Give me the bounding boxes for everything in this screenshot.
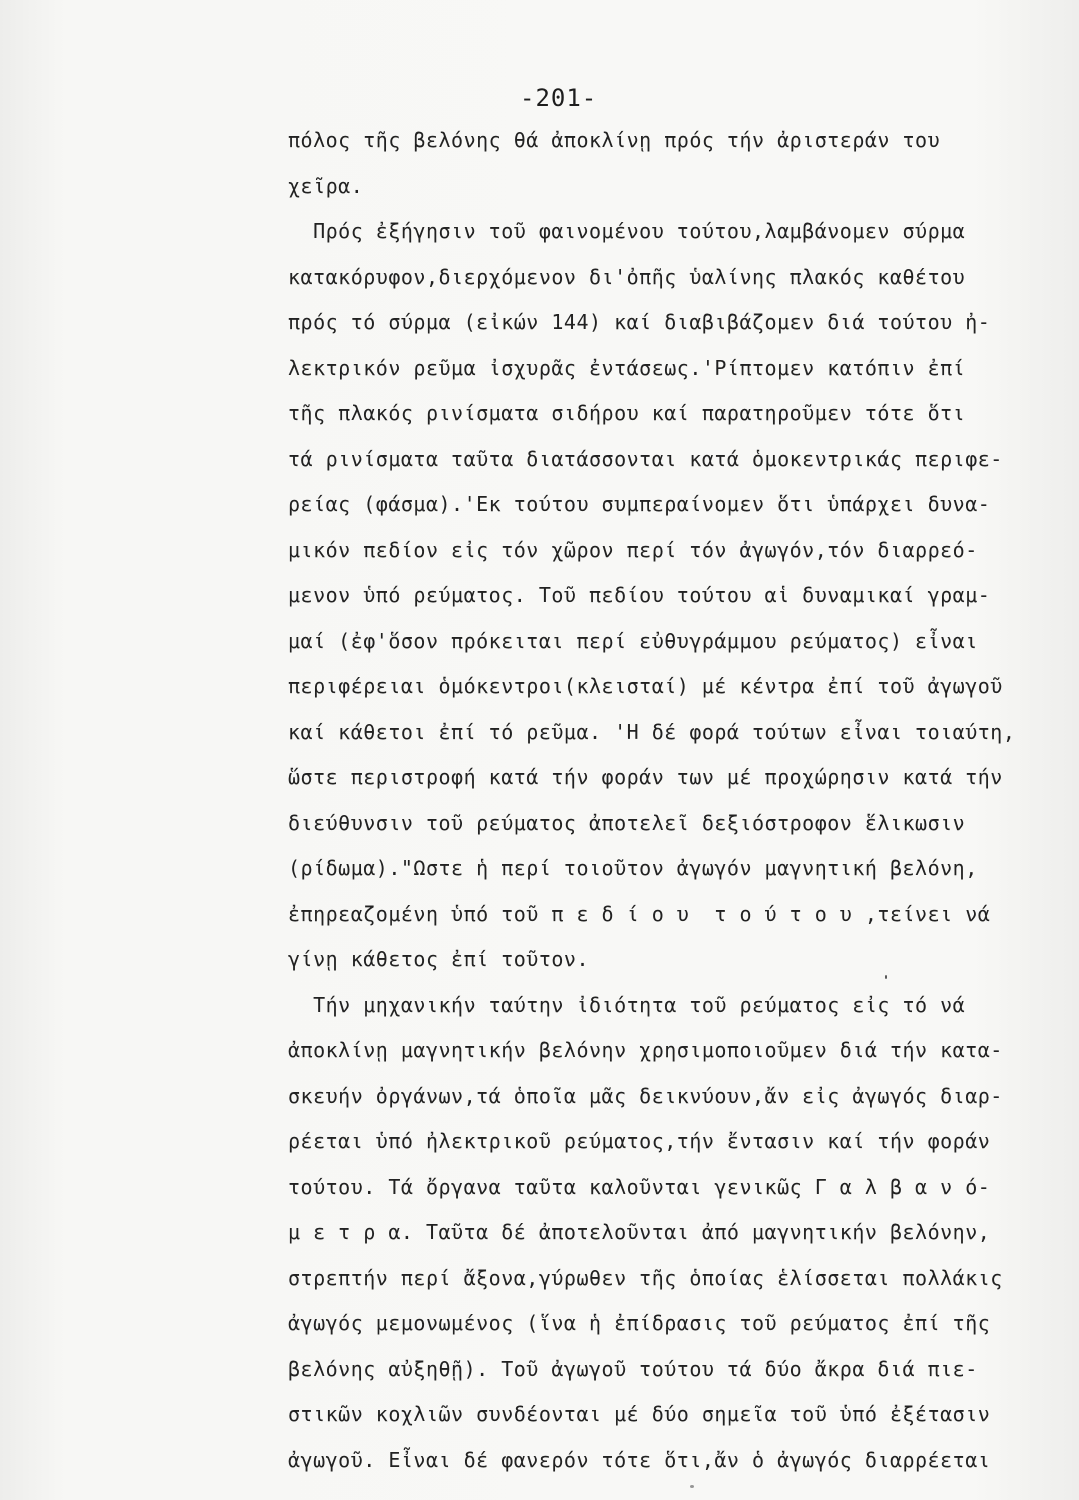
text-line: πόλος τῆς βελόνης θά ἀποκλίνῃ πρός τήν ἀριστεράν του xyxy=(288,128,941,152)
text-line: διεύθυνσιν τοῦ ρεύματος ἀποτελεῖ δεξιόστροφον ἕλικωσιν xyxy=(288,810,966,835)
text-line: ὥστε περιστροφή κατά τήν φοράν των μέ προχώρησιν κατά τήν xyxy=(288,765,1003,789)
paper-speck xyxy=(885,975,887,979)
text-line: ἐπηρεαζομένη ὑπό τοῦ π ε δ ί ο υ τ ο ύ τ ο υ ,τείνει νά xyxy=(288,901,991,926)
text-line: μ ε τ ρ α. Ταῦτα δέ ἀποτελοῦνται ἀπό μαγνητικήν βελόνην, xyxy=(288,1220,991,1244)
text-line: πρός τό σύρμα (εἰκών 144) καί διαβιβάζομεν διά τούτου ἠ- xyxy=(288,310,991,334)
text-line: περιφέρειαι ὁμόκεντροι(κλεισταί) μέ κέντρα ἐπί τοῦ ἀγωγοῦ xyxy=(288,674,1003,698)
text-line: βελόνης αὐξηθῇ). Τοῦ ἀγωγοῦ τούτου τά δύο ἄκρα διά πιε- xyxy=(288,1356,978,1381)
text-line: μαί (ἐφ'ὅσον πρόκειται περί εὐθυγράμμου ρεύματος) εἶναι xyxy=(288,628,978,653)
text-line: (ρίδωμα)."Ωστε ἡ περί τοιοῦτον ἀγωγόν μαγνητική βελόνη, xyxy=(288,856,978,880)
text-line: ρέεται ὑπό ἠλεκτρικοῦ ρεύματος,τήν ἔντασιν καί τήν φοράν xyxy=(288,1129,991,1153)
text-line: ἀγωγοῦ. Εἶναι δέ φανερόν τότε ὅτι,ἄν ὁ ἀγωγός διαρρέεται xyxy=(288,1447,991,1472)
page-number: -201- xyxy=(520,84,598,112)
text-line: ἀποκλίνῃ μαγνητικήν βελόνην χρησιμοποιοῦμεν διά τήν κατα- xyxy=(288,1038,1003,1062)
body-text xyxy=(288,118,1048,1483)
text-line: τούτου. Τά ὄργανα ταῦτα καλοῦνται γενικῶς Γ α λ β α ν ό- xyxy=(288,1174,991,1199)
text-line: μενον ὑπό ρεύματος. Τοῦ πεδίου τούτου αἱ δυναμικαί γραμ- xyxy=(288,583,991,607)
text-line: γίνῃ κάθετος ἐπί τοῦτον. xyxy=(288,947,589,971)
text-line: ρείας (φάσμα).'Εκ τούτου συμπεραίνομεν ὅτι ὑπάρχει δυνα- xyxy=(288,492,991,516)
text-line: μικόν πεδίον εἰς τόν χῶρον περί τόν ἀγωγόν,τόν διαρρεό- xyxy=(288,537,978,562)
text-line: Τήν μηχανικήν ταύτην ἰδιότητα τοῦ ρεύματος εἰς τό νά xyxy=(288,992,966,1017)
text-line: λεκτρικόν ρεῦμα ἰσχυρᾶς ἐντάσεως.'Ρίπτομεν κατόπιν ἐπί xyxy=(288,355,966,380)
text-line: χεῖρα. xyxy=(288,173,364,198)
text-line: τά ρινίσματα ταῦτα διατάσσονται κατά ὁμοκεντρικάς περιφε- xyxy=(288,446,1003,471)
text-line: στικῶν κοχλιῶν συνδέονται μέ δύο σημεῖα τοῦ ὑπό ἐξέτασιν xyxy=(288,1402,991,1426)
text-line: κατακόρυφον,διερχόμενον δι'ὀπῆς ὑαλίνης πλακός καθέτου xyxy=(288,264,966,289)
text-line: ἀγωγός μεμονωμένος (ἵνα ἡ ἐπίδρασις τοῦ ρεύματος ἐπί τῆς xyxy=(288,1311,991,1335)
text-line: σκευήν ὀργάνων,τά ὁποῖα μᾶς δεικνύουν,ἄν εἰς ἀγωγός διαρ- xyxy=(288,1083,1003,1108)
text-line: καί κάθετοι ἐπί τό ρεῦμα. 'Η δέ φορά τούτων εἶναι τοιαύτη, xyxy=(288,719,1016,744)
paper-speck xyxy=(690,1485,694,1488)
text-line: Πρός ἐξήγησιν τοῦ φαινομένου τούτου,λαμβάνομεν σύρμα xyxy=(288,219,966,243)
text-line: τῆς πλακός ρινίσματα σιδήρου καί παρατηροῦμεν τότε ὅτι xyxy=(288,401,966,425)
text-line: στρεπτήν περί ἄξονα,γύρωθεν τῆς ὁποίας ἑλίσσεται πολλάκις xyxy=(288,1265,1003,1290)
